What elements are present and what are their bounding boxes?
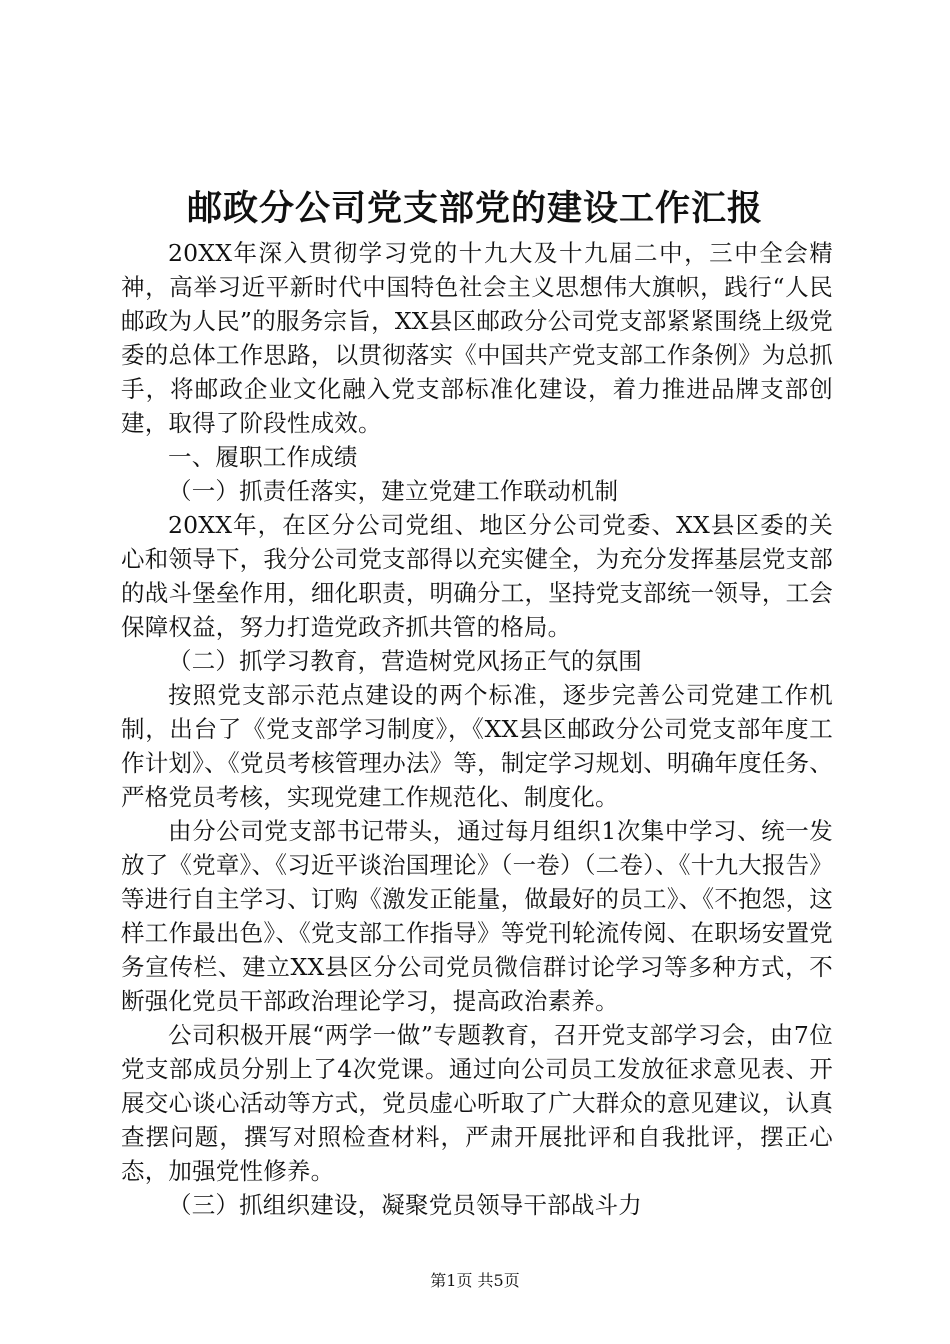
subsection-heading-2: （二）抓学习教育，营造树党风扬正气的氛围: [168, 647, 642, 675]
intro-paragraph: 20XX年深入贯彻学习党的十九大及十九届二中，三中全会精神，高举习近平新时代中国特色社会主义思想伟大旗帜，践行“人民邮政为人民”的服务宗旨，XX县区邮政分公司党支部紧紧围绕上级党委的总体工作思路，以贯彻落实《中国共产党支部工作条例》为总抓手，将邮政企业文化融入党支部标准化建设，着力推进品牌支部创建，取得了阶段性成效。: [121, 239, 833, 437]
subsection-2-paragraph-3: 公司积极开展“两学一做”专题教育，召开党支部学习会，由7位党支部成员分别上了4次党课。通过向公司员工发放征求意见表、开展交心谈心活动等方式，党员虚心听取了广大群众的意见建议，认真查摆问题，撰写对照检查材料，严肃开展批评和自我批评，摆正心态，加强党性修养。: [121, 1021, 833, 1185]
subsection-heading-1: （一）抓责任落实，建立党建工作联动机制: [168, 477, 619, 505]
document-body: [121, 236, 833, 1222]
subsection-1-paragraph: 20XX年，在区分公司党组、地区分公司党委、XX县区委的关心和领导下，我分公司党支部得以充实健全，为充分发挥基层党支部的战斗堡垒作用，细化职责，明确分工，坚持党支部统一领导，工会保障权益，努力打造党政齐抓共管的格局。: [121, 511, 833, 641]
page-number-footer: 第1页 共5页: [430, 1271, 520, 1290]
subsection-2-paragraph-1: 按照党支部示范点建设的两个标准，逐步完善公司党建工作机制，出台了《党支部学习制度》，《XX县区邮政分公司党支部年度工作计划》、《党员考核管理办法》等，制定学习规划、明确年度任务、严格党员考核，实现党建工作规范化、制度化。: [121, 681, 833, 811]
section-heading-1: 一、履职工作成绩: [168, 443, 358, 471]
subsection-2-paragraph-2: 由分公司党支部书记带头，通过每月组织1次集中学习、统一发放了《党章》、《习近平谈治国理论》（一卷）（二卷）、《十九大报告》等进行自主学习、订购《激发正能量，做最好的员工》、《不抱怨，这样工作最出色》、《党支部工作指导》等党刊轮流传阅、在职场安置党务宣传栏、建立XX县区分公司党员微信群讨论学习等多种方式，不断强化党员干部政治理论学习，提高政治素养。: [121, 817, 833, 1015]
document-title: 邮政分公司党支部党的建设工作汇报: [186, 188, 763, 229]
subsection-heading-3: （三）抓组织建设，凝聚党员领导干部战斗力: [168, 1191, 642, 1219]
